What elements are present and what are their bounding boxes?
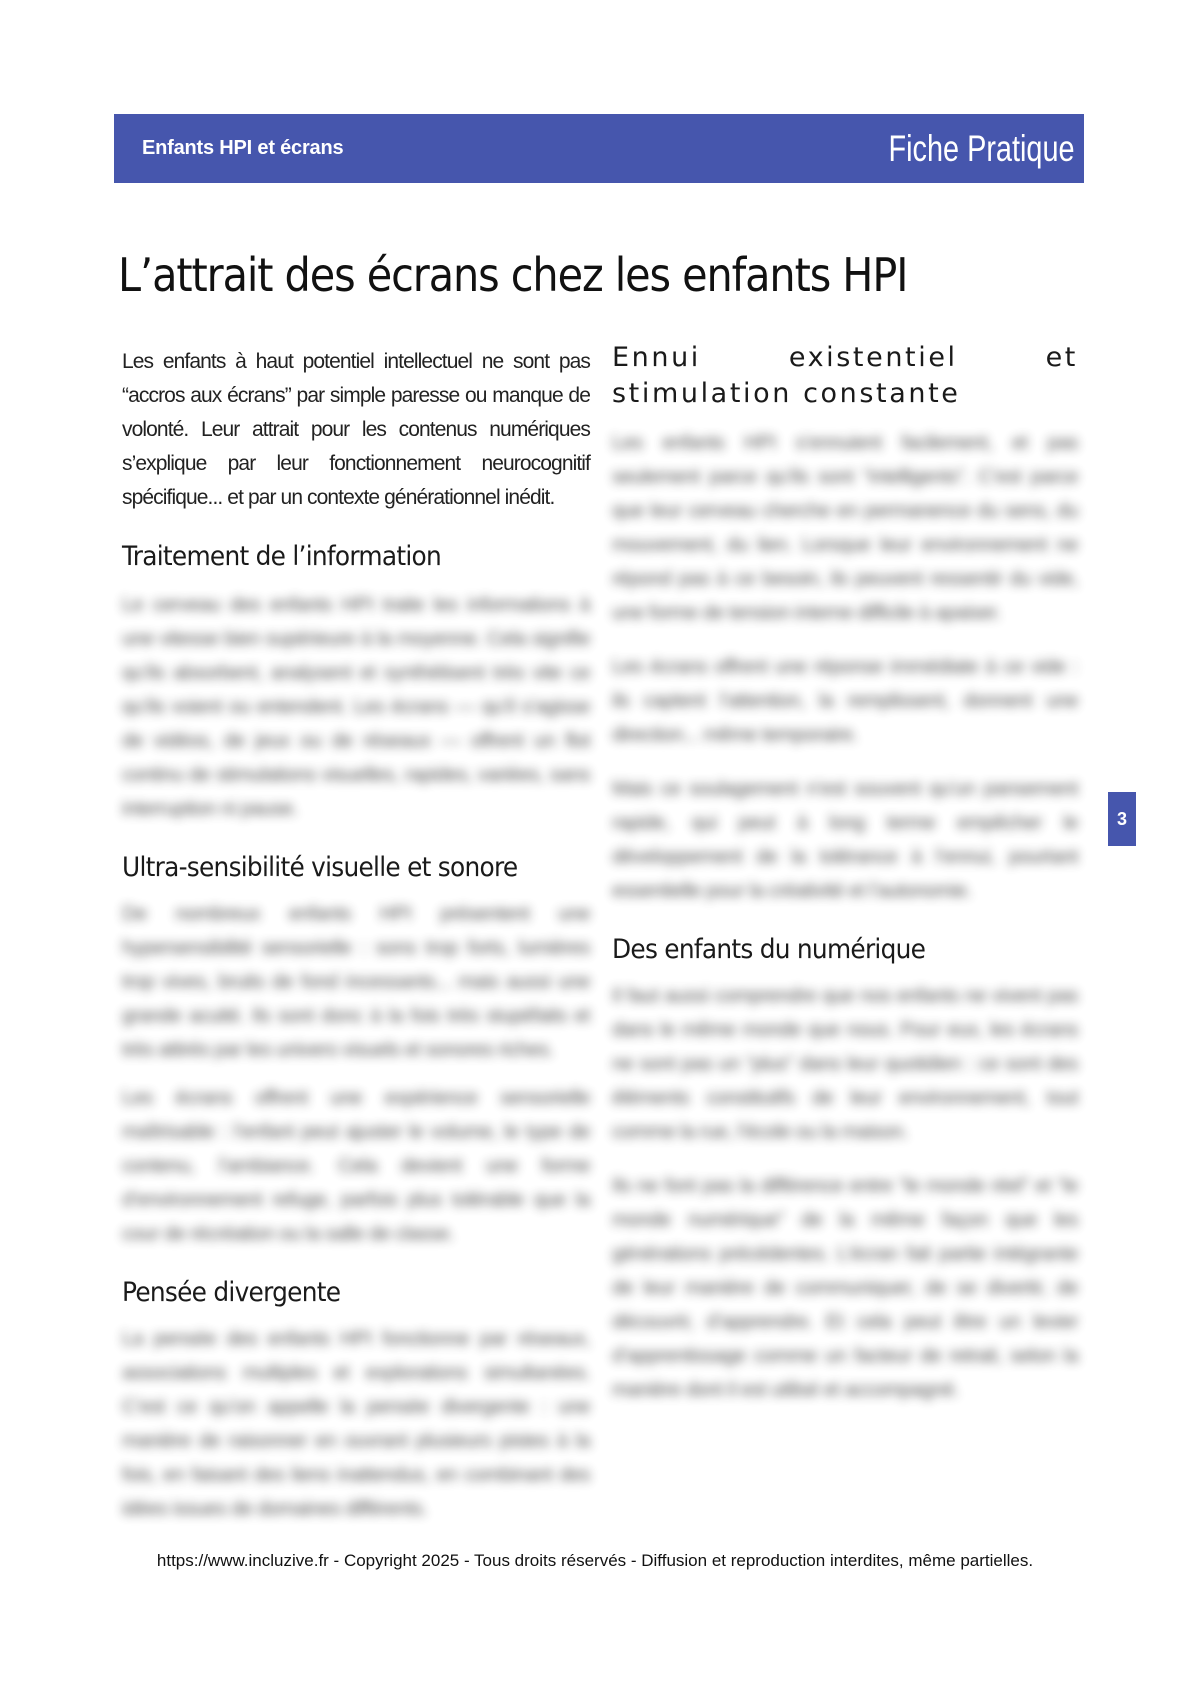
section-title-pensee-divergente: Pensée divergente (122, 1277, 341, 1308)
section-paragraph: Le cerveau des enfants HPI traite les informations à une vitesse bien supérieure à la moyenne. Cela signifie qu’ils absorbent, analysent et synthétisent très vite ce qu’ils voient ou entendent. Les écrans — qu’il s’agisse de vidéos, de jeux ou de réseaux — offrent un flot continu de stimulations visuelles, rapides, variées, sans interruption ni pause. (122, 594, 590, 820)
section-title-traitement: Traitement de l’information (122, 541, 441, 572)
right-column (612, 340, 1078, 1407)
left-column (122, 345, 590, 1526)
section-paragraph: Les écrans offrent une réponse immédiate à ce vide : ils captent l’attention, la remplissent, donnent une direction... même temporaire. (612, 656, 1078, 746)
intro-paragraph (122, 345, 590, 515)
footer-copyright: https://www.incluzive.fr - Copyright 2025 - Tous droits réservés - Diffusion et reproduction interdites, même partielles. (156, 1551, 1034, 1570)
section-paragraph: Les écrans offrent une expérience sensorielle maîtrisable : l’enfant peut ajuster le volume, le type de contenu, l’ambiance. Cela devient une forme d’environnement refuge, parfois plus tolérable que la cour de récréation ou la salle de classe. (122, 1087, 590, 1245)
section-title-ultra-sensibilite: Ultra-sensibilité visuelle et sonore (122, 852, 518, 883)
page-title: L’attrait des écrans chez les enfants HPI (118, 248, 908, 302)
page-number-badge: 3 (1108, 792, 1136, 846)
section-paragraph: De nombreux enfants HPI présentent une hypersensibilité sensorielle : sons trop forts, lumières trop vives, bruits de fond incessants... mais aussi une grande acuité. Ils sont donc à la fois très stupéfaits et très attirés par les univers visuels et sonores riches. (122, 903, 590, 1061)
section-paragraph: Les enfants HPI s’ennuient facilement, et pas seulement parce qu’ils sont “intelligents”. C’est parce que leur cerveau cherche en permanence du sens, du mouvement, du lien. Lorsque leur environnement ne répond pas à ce besoin, ils peuvent ressentir du vide, une forme de tension interne difficile à apaiser. (612, 432, 1078, 624)
header-right-title: Fiche Pratique (888, 128, 1075, 169)
section-title-ennui: Ennui existentiel et stimulation constante (612, 342, 1078, 409)
header-bar (114, 114, 1084, 183)
section-title-enfants-numerique: Des enfants du numérique (612, 934, 926, 965)
intro-text: Les enfants à haut potentiel intellectuel ne sont pas “accros aux écrans” par simple paresse ou manque de volonté. Leur attrait pour les contenus numériques s’explique par leur fonctionnement neurocognitif spécifique... et par un contexte générationnel inédit. (122, 350, 590, 509)
section-paragraph: Ils ne font pas la différence entre “le monde réel” et “le monde numérique” de la même façon que les générations précédentes. L’écran fait partie intégrante de leur manière de communiquer, de se divertir, de découvrir, d’apprendre. Et cela peut être un levier d’apprentissage comme un facteur de retrait, selon la manière dont il est utilisé et accompagné. (612, 1175, 1078, 1401)
section-paragraph: La pensée des enfants HPI fonctionne par réseaux, associations multiples et explorations simultanées. C’est ce qu’on appelle la pensée divergente : une manière de raisonner en ouvrant plusieurs pistes à la fois, en faisant des liens inattendus, en combinant des idées issues de domaines différents. (122, 1328, 590, 1520)
header-left-title: Enfants HPI et écrans (142, 137, 344, 159)
section-paragraph: Il faut aussi comprendre que nos enfants ne vivent pas dans le même monde que nous. Pour eux, les écrans ne sont pas un “plus” dans leur quotidien : ce sont des éléments constitutifs de leur environnement, tout comme la rue, l’école ou la maison. (612, 985, 1078, 1143)
section-paragraph: Mais ce soulagement n’est souvent qu’un pansement rapide, qui peut à long terme empêcher le développement de la tolérance à l’ennui, pourtant essentielle pour la créativité et l’autonomie. (612, 778, 1078, 902)
